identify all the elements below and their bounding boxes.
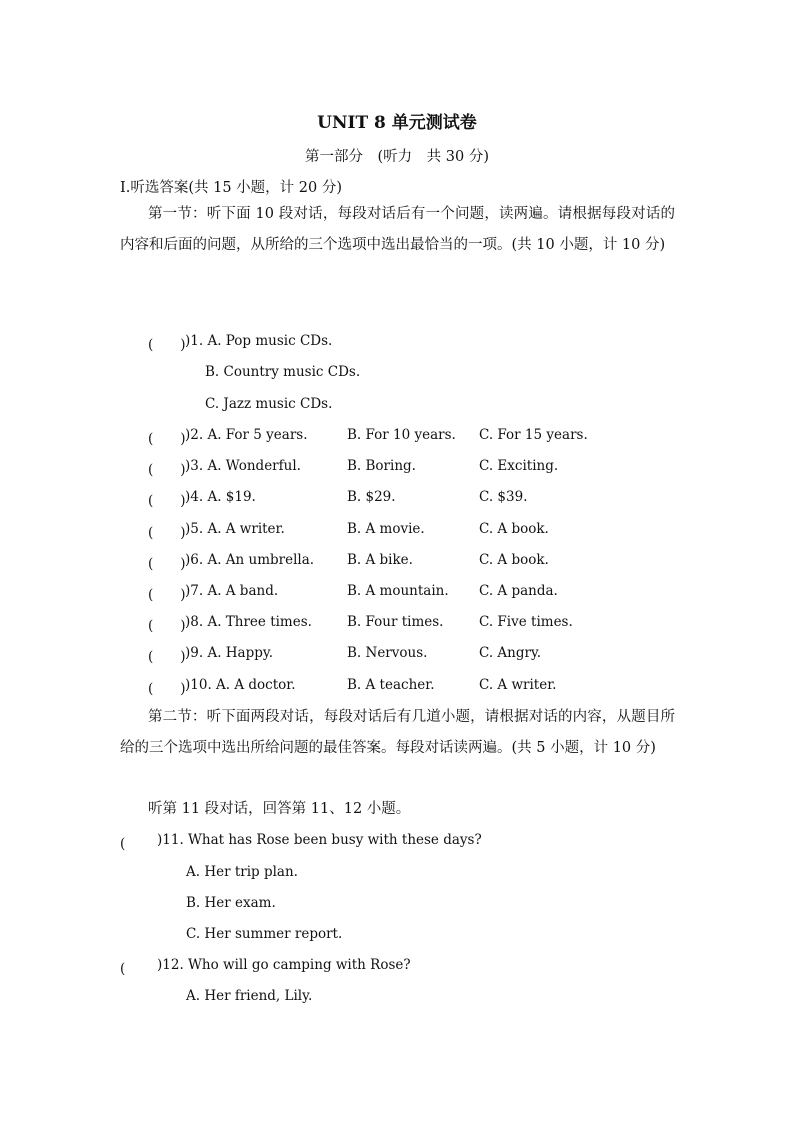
question-option-a: )3. A. Wonderful. (185, 458, 301, 474)
question-option-c: C. $39. (479, 489, 528, 505)
question-option-c: C. A writer. (479, 677, 557, 693)
question-11-paren: ( (120, 836, 153, 852)
question-option-c: C. For 15 years. (479, 427, 588, 443)
question-12-paren: ( (120, 961, 153, 977)
question-11-option-b: B. Her exam. (186, 895, 276, 911)
question-option-c: C. A book. (479, 552, 549, 568)
question-option-c: C. A panda. (479, 583, 558, 599)
question-option-c: C. Five times. (479, 614, 573, 630)
question-option-b: B. A bike. (347, 552, 413, 568)
question-option-b: B. Nervous. (347, 645, 428, 661)
question-1-option-c: C. Jazz music CDs. (205, 396, 333, 412)
question-option-c: C. A book. (479, 521, 549, 537)
question-option-b: B. A movie. (347, 521, 425, 537)
question-option-b: B. $29. (347, 489, 396, 505)
question-option-a: )6. A. An umbrella. (185, 552, 315, 568)
answer-paren: ( ) (148, 493, 186, 509)
answer-paren: ( ) (148, 681, 186, 697)
answer-paren: ( ) (148, 431, 186, 447)
question-option-a: )2. A. For 5 years. (185, 427, 308, 443)
question-option-a: )8. A. Three times. (185, 614, 312, 630)
question-option-a: )7. A. A band. (185, 583, 279, 599)
question-11-option-a: A. Her trip plan. (186, 864, 298, 880)
question-option-c: C. Angry. (479, 645, 542, 661)
answer-paren: ( ) (148, 618, 186, 634)
question-1-option-a: )1. A. Pop music CDs. (185, 333, 333, 349)
question-1-option-b: B. Country music CDs. (205, 364, 361, 380)
question-option-b: B. Boring. (347, 458, 416, 474)
question-option-a: )9. A. Happy. (185, 645, 274, 661)
question-12-stem: )12. Who will go camping with Rose? (157, 957, 411, 973)
question-11-option-c: C. Her summer report. (186, 926, 343, 942)
question-option-c: C. Exciting. (479, 458, 559, 474)
question-option-b: B. A mountain. (347, 583, 449, 599)
section-intro-1: 第一节：听下面 10 段对话，每段对话后有一个问题，读两遍。请根据每段对话的内容和后面的问题，从所给的三个选项中选出最恰当的一项。(共 10 小题，计 10 分) (120, 206, 675, 253)
page-title: UNIT 8 单元测试卷 (317, 113, 477, 133)
section-heading: Ⅰ.听选答案(共 15 小题，计 20 分) (120, 180, 342, 196)
answer-paren: ( ) (148, 462, 186, 478)
answer-paren: ( ) (148, 649, 186, 665)
question-option-a: )4. A. $19. (185, 489, 256, 505)
answer-paren: ( ) (148, 525, 186, 541)
question-option-b: B. A teacher. (347, 677, 435, 693)
question-option-b: B. Four times. (347, 614, 444, 630)
question-option-a: )10. A. A doctor. (185, 677, 296, 693)
question-11-stem: )11. What has Rose been busy with these days? (157, 832, 482, 848)
answer-paren: ( ) (148, 337, 186, 353)
question-12-option-a: A. Her friend, Lily. (186, 988, 313, 1004)
answer-paren: ( ) (148, 587, 186, 603)
question-option-a: )5. A. A writer. (185, 521, 285, 537)
question-option-b: B. For 10 years. (347, 427, 456, 443)
answer-paren: ( ) (148, 556, 186, 572)
section-intro-2: 第二节：听下面两段对话，每段对话后有几道小题，请根据对话的内容，从题目所给的三个选项中选出所给问题的最佳答案。每段对话读两遍。(共 5 小题，计 10 分) (120, 709, 675, 756)
dialog-instruction: 听第 11 段对话，回答第 11、12 小题。 (148, 801, 411, 817)
part-heading: 第一部分 (听力 共 30 分) (305, 149, 489, 165)
